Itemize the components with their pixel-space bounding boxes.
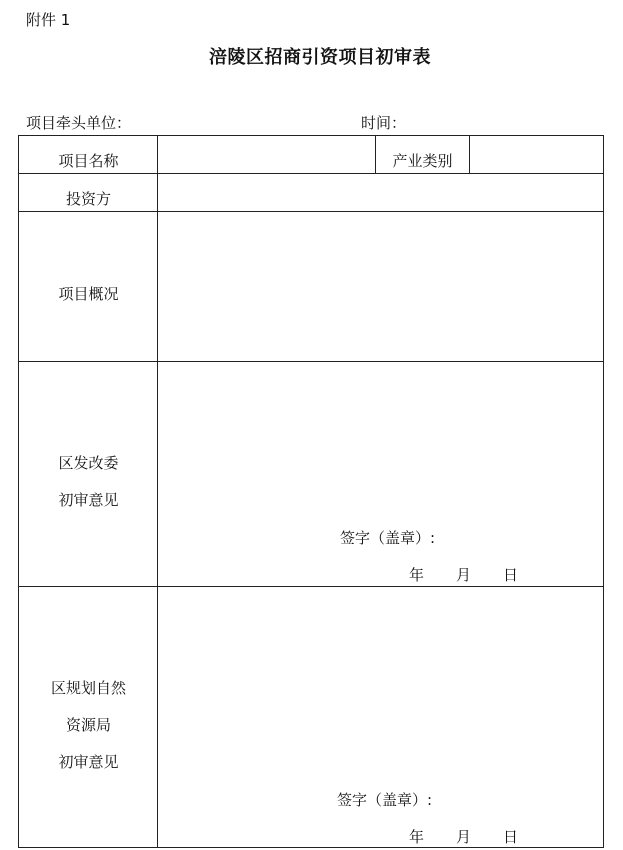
planning-label-line3: 初审意见 <box>58 753 119 771</box>
table-border-top <box>18 135 604 136</box>
planning-year: 年 <box>409 828 425 846</box>
drc-label-line2: 初审意见 <box>58 491 119 509</box>
table-row-divider <box>18 173 604 174</box>
drc-label-line1: 区发改委 <box>58 454 119 472</box>
table-row-divider <box>18 361 604 362</box>
planning-month: 月 <box>456 828 472 846</box>
project-name-label: 项目名称 <box>58 152 119 170</box>
time-label: 时间： <box>361 114 407 132</box>
table-row-divider <box>18 586 604 587</box>
planning-date <box>409 826 518 847</box>
drc-day: 日 <box>503 566 519 584</box>
table-row-divider <box>18 211 604 212</box>
drc-month: 月 <box>456 566 472 584</box>
industry-label: 产业类别 <box>392 152 453 170</box>
drc-date <box>409 564 518 585</box>
planning-label-line2: 资源局 <box>65 716 111 734</box>
planning-sign-label: 签字（盖章）: <box>337 791 433 809</box>
planning-label-line1: 区规划自然 <box>50 679 126 697</box>
overview-label: 项目概况 <box>58 285 119 303</box>
investor-label: 投资方 <box>65 190 111 208</box>
drc-sign-label: 签字（盖章）: <box>340 529 436 547</box>
table-border-right <box>603 135 604 848</box>
drc-year: 年 <box>409 566 425 584</box>
lead-unit-label: 项目牵头单位： <box>26 114 132 132</box>
table-border-bottom <box>18 847 604 848</box>
attachment-label: 附件 1 <box>26 11 71 29</box>
page-title: 涪陵区招商引资项目初审表 <box>209 47 431 68</box>
industry-divider-right <box>469 135 470 173</box>
planning-day: 日 <box>503 828 519 846</box>
